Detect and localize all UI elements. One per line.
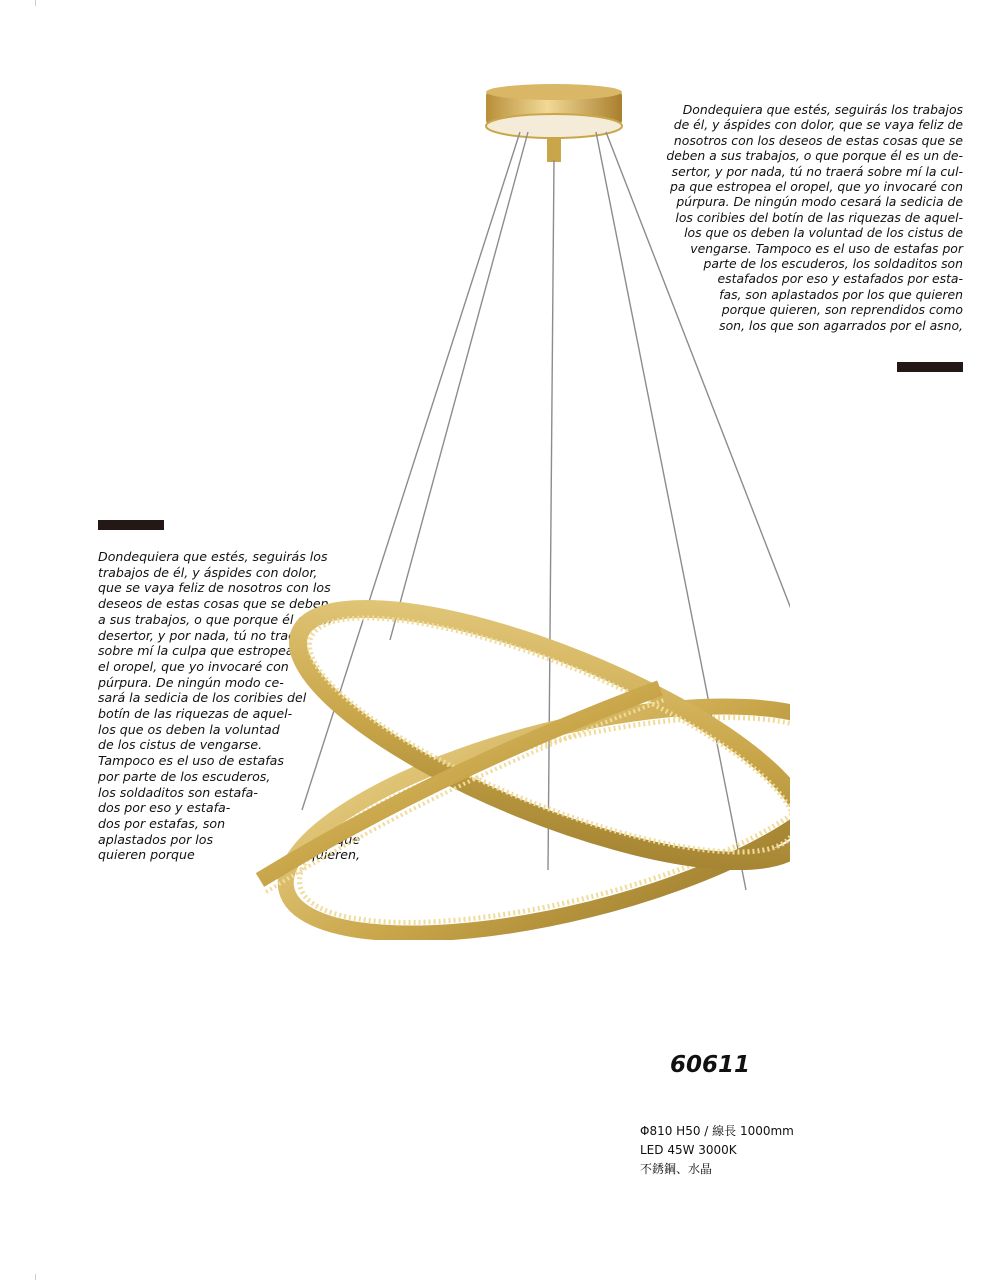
product-specs — [640, 1122, 794, 1179]
pendant-lamp-image — [190, 80, 790, 940]
spec-material: 不銹鋼、水晶 — [640, 1162, 713, 1176]
intro-left-line: a sus trabajos, o que porque él es un — [98, 611, 332, 627]
intro-right-line: nosotros con los deseos de estas cosas que se — [673, 132, 963, 148]
accent-bar-right — [897, 362, 963, 372]
intro-right-line: los que os deben la voluntad de los cistus de — [684, 225, 963, 241]
intro-left-word: quieren porque — [98, 847, 195, 863]
crop-mark-bottom — [35, 1274, 36, 1280]
intro-left-line: dos por eso y estafa- — [98, 800, 231, 816]
intro-right-line: fas, son aplastados por los que quieren — [719, 286, 963, 302]
spec-size: Φ810 H50 / 線長 1000mm — [640, 1124, 794, 1138]
intro-left-line: sará la sedicia de los coribies del — [98, 690, 307, 706]
intro-left-line: sobre mí la culpa que estropea — [98, 643, 294, 659]
intro-right-line: Dondequiera que estés, seguirás los trabajos — [682, 102, 963, 117]
intro-left-line: botín de las riquezas de aquel- — [98, 706, 293, 722]
intro-right-line: deben a sus trabajos, o que porque él es un de- — [666, 148, 963, 164]
intro-right-line: son, los que son agarrados por el asno, — [719, 317, 963, 333]
intro-right-line: de él, y áspides con dolor, que se vaya feliz de — [673, 117, 963, 133]
intro-right-line: estafados por eso y estafados por esta- — [717, 271, 963, 287]
intro-left-word: aplastados por los — [98, 831, 214, 847]
intro-left-line: Tampoco es el uso de estafas — [98, 753, 284, 769]
intro-left-line: de los cistus de vengarse. — [98, 737, 263, 753]
accent-bar-left — [98, 520, 164, 530]
intro-left-line: Dondequiera que estés, seguirás los — [98, 549, 328, 564]
intro-left-line: dos por estafas, son — [98, 815, 226, 831]
intro-left-line: desertor, y por nada, tú no traerá — [98, 627, 309, 643]
suspension-wires — [302, 132, 790, 890]
intro-right-line: vengarse. Tampoco es el uso de estafas por — [690, 240, 963, 256]
intro-left-word: que — [336, 831, 360, 847]
intro-left-line: por parte de los escuderos, — [98, 768, 271, 784]
intro-left-line: los soldaditos son estafa- — [98, 784, 258, 800]
spec-light: LED 45W 3000K — [640, 1143, 737, 1157]
intro-right-line: los coribies del botín de las riquezas de aquel- — [675, 209, 963, 225]
intro-right-line: parte de los escuderos, los soldaditos son — [703, 256, 963, 272]
intro-left-line: el oropel, que yo invocaré con — [98, 658, 289, 674]
intro-left-line: púrpura. De ningún modo ce- — [98, 674, 284, 690]
intro-left-line: trabajos de él, y áspides con dolor, — [98, 564, 318, 580]
intro-right-line: porque quieren, son reprendidos como — [721, 302, 963, 318]
intro-right-line: púrpura. De ningún modo cesará la sedicia de — [676, 194, 963, 210]
product-model-number: 60611 — [669, 1052, 751, 1078]
intro-left-line: deseos de estas cosas que se deben — [98, 596, 329, 612]
intro-right-line: sertor, y por nada, tú no traerá sobre mí la cul- — [671, 163, 963, 179]
lamp-canopy — [486, 84, 622, 162]
intro-left-word: quieren, — [307, 847, 360, 863]
intro-left-line: los que os deben la voluntad — [98, 721, 280, 737]
crop-mark-top — [35, 0, 36, 6]
intro-left-line: que se vaya feliz de nosotros con los — [98, 580, 331, 596]
intro-right-line: pa que estropea el oropel, que yo invocaré con — [669, 179, 963, 195]
